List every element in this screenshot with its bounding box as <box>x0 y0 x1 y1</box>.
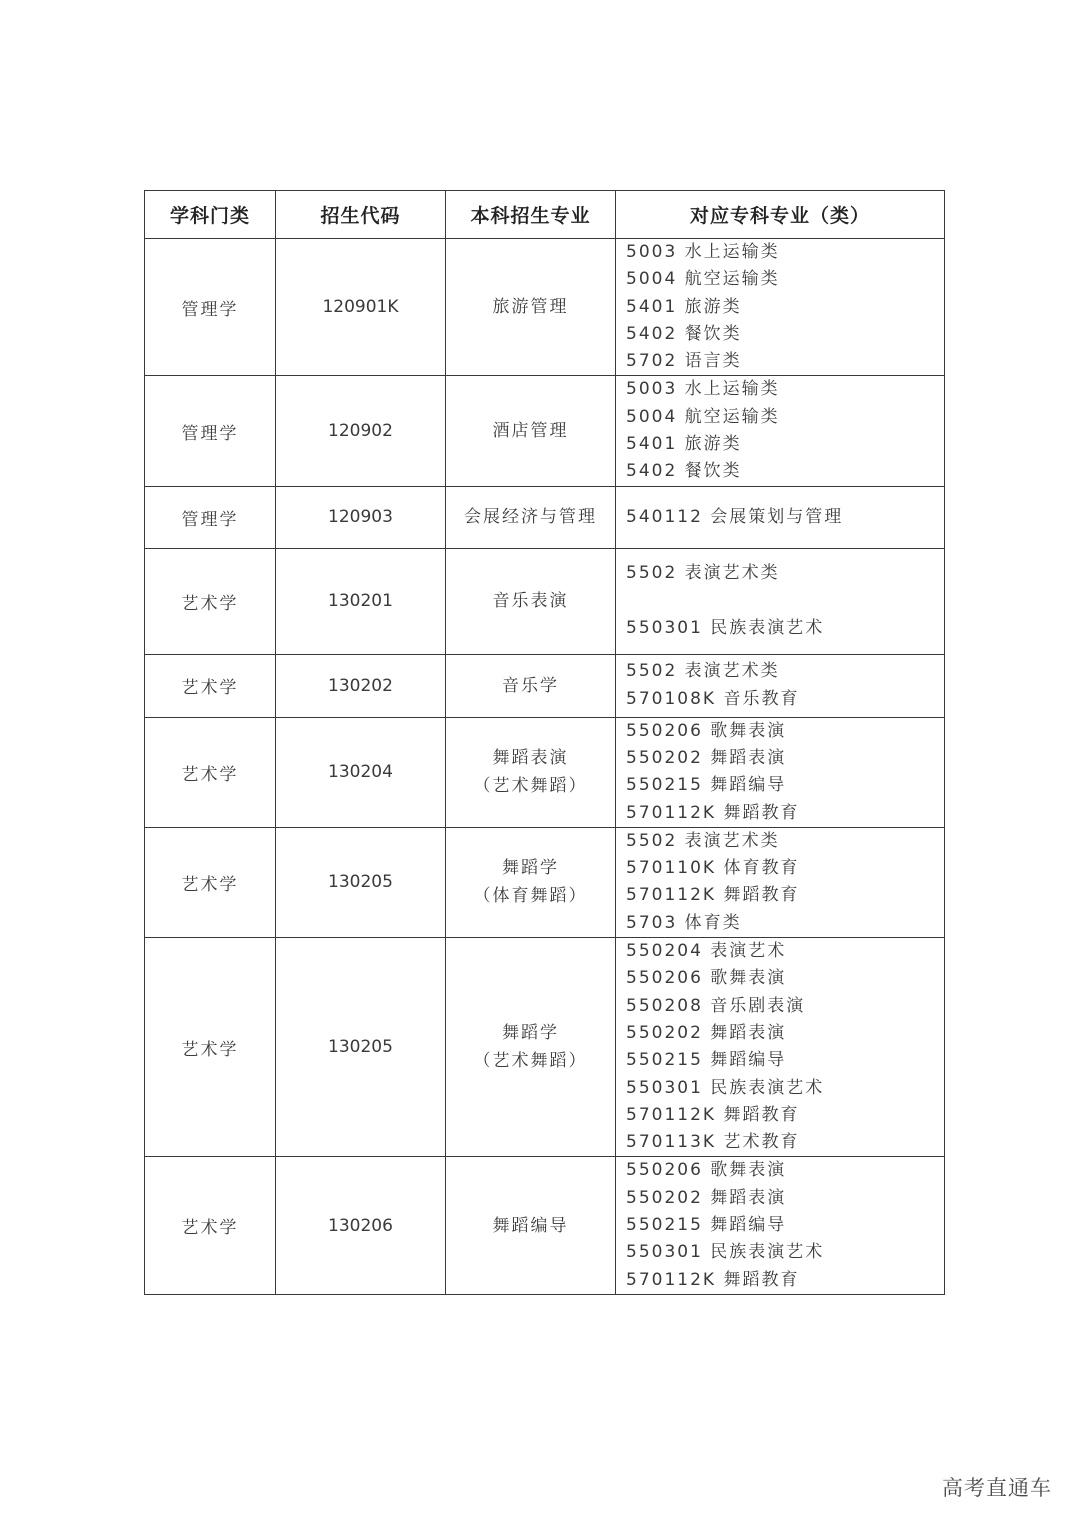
code-cell: 130205 <box>276 827 446 937</box>
table-row <box>145 239 945 376</box>
category-cell: 管理学 <box>145 376 276 486</box>
major-cell <box>446 938 616 1157</box>
category-cell: 艺术学 <box>145 654 276 717</box>
table-row <box>145 654 945 717</box>
major-line: 酒店管理 <box>492 421 569 442</box>
associated-cell <box>616 239 945 376</box>
major-line: 舞蹈表演 <box>492 748 569 769</box>
category-cell: 管理学 <box>145 486 276 548</box>
code-cell: 120903 <box>276 486 446 548</box>
associated-line: 5401 旅游类 <box>626 434 742 455</box>
major-line: （艺术舞蹈） <box>473 776 588 797</box>
header-code: 招生代码 <box>276 191 446 239</box>
header-category: 学科门类 <box>145 191 276 239</box>
associated-line: 550301 民族表演艺术 <box>626 617 825 638</box>
major-line: 舞蹈学 <box>502 1023 559 1044</box>
code-cell: 130201 <box>276 548 446 654</box>
major-cell <box>446 717 616 827</box>
associated-cell <box>616 827 945 937</box>
associated-line: 550202 舞蹈表演 <box>626 1187 787 1208</box>
associated-cell <box>616 654 945 717</box>
associated-cell <box>616 717 945 827</box>
associated-cell <box>616 938 945 1157</box>
associated-line: 540112 会展策划与管理 <box>626 506 844 527</box>
associated-cell <box>616 1157 945 1294</box>
associated-line: 570110K 体育教育 <box>626 858 800 879</box>
associated-line <box>626 588 944 615</box>
code-cell: 130202 <box>276 654 446 717</box>
major-cell <box>446 1157 616 1294</box>
table-row <box>145 827 945 937</box>
majors-table <box>144 190 945 1295</box>
associated-line: 5003 水上运输类 <box>626 379 780 400</box>
associated-line: 550206 歌舞表演 <box>626 968 787 989</box>
associated-line: 570112K 舞蹈教育 <box>626 802 800 823</box>
associated-line: 5502 表演艺术类 <box>626 661 780 682</box>
associated-line: 570112K 舞蹈教育 <box>626 1104 800 1125</box>
associated-line: 5004 航空运输类 <box>626 269 780 290</box>
table-header-row <box>145 191 945 239</box>
category-cell: 艺术学 <box>145 827 276 937</box>
major-cell <box>446 827 616 937</box>
category-cell: 艺术学 <box>145 548 276 654</box>
code-cell: 130204 <box>276 717 446 827</box>
associated-line: 570113K 艺术教育 <box>626 1132 800 1153</box>
associated-line: 5401 旅游类 <box>626 296 742 317</box>
major-cell <box>446 548 616 654</box>
associated-line: 5703 体育类 <box>626 912 742 933</box>
associated-line: 5502 表演艺术类 <box>626 563 780 584</box>
major-line: 舞蹈编导 <box>492 1215 569 1236</box>
category-cell: 艺术学 <box>145 938 276 1157</box>
associated-line: 550208 音乐剧表演 <box>626 995 806 1016</box>
table-row <box>145 1157 945 1294</box>
associated-cell <box>616 548 945 654</box>
associated-line: 570108K 音乐教育 <box>626 688 800 709</box>
category-cell: 艺术学 <box>145 1157 276 1294</box>
table-row <box>145 376 945 486</box>
associated-line: 550202 舞蹈表演 <box>626 1022 787 1043</box>
associated-line: 5003 水上运输类 <box>626 242 780 262</box>
code-cell: 120902 <box>276 376 446 486</box>
major-line: 舞蹈学 <box>502 858 559 879</box>
header-associated: 对应专科专业（类） <box>616 191 945 239</box>
associated-line: 570112K 舞蹈教育 <box>626 885 800 906</box>
table-row <box>145 717 945 827</box>
major-line: 音乐表演 <box>492 591 569 612</box>
associated-line: 550301 民族表演艺术 <box>626 1242 825 1263</box>
major-cell <box>446 239 616 376</box>
table-row <box>145 938 945 1157</box>
associated-line: 5402 餐饮类 <box>626 323 742 344</box>
major-line: 音乐学 <box>502 675 559 696</box>
header-major: 本科招生专业 <box>446 191 616 239</box>
associated-line: 550202 舞蹈表演 <box>626 747 787 768</box>
table-body <box>145 239 945 1295</box>
associated-line: 550206 歌舞表演 <box>626 720 787 741</box>
associated-line: 570112K 舞蹈教育 <box>626 1269 800 1290</box>
category-cell: 管理学 <box>145 239 276 376</box>
associated-line: 5702 语言类 <box>626 351 742 372</box>
major-cell <box>446 486 616 548</box>
associated-cell <box>616 486 945 548</box>
major-line: （艺术舞蹈） <box>473 1051 588 1072</box>
code-cell: 120901K <box>276 239 446 376</box>
associated-line: 550301 民族表演艺术 <box>626 1077 825 1098</box>
category-cell: 艺术学 <box>145 717 276 827</box>
code-cell: 130206 <box>276 1157 446 1294</box>
major-cell <box>446 376 616 486</box>
associated-line: 5004 航空运输类 <box>626 406 780 427</box>
watermark: 高考直通车 <box>942 1476 1052 1500</box>
associated-line: 550206 歌舞表演 <box>626 1160 787 1181</box>
associated-line: 550215 舞蹈编导 <box>626 1215 787 1236</box>
table-row <box>145 548 945 654</box>
major-line: 会展经济与管理 <box>464 507 597 528</box>
associated-line: 5402 餐饮类 <box>626 461 742 482</box>
major-line: 旅游管理 <box>492 297 569 318</box>
associated-line: 5502 表演艺术类 <box>626 830 780 851</box>
associated-line: 550204 表演艺术 <box>626 941 787 962</box>
associated-cell <box>616 376 945 486</box>
associated-line: 550215 舞蹈编导 <box>626 1050 787 1071</box>
associated-line: 550215 舞蹈编导 <box>626 775 787 796</box>
major-line: （体育舞蹈） <box>473 886 588 907</box>
code-cell: 130205 <box>276 938 446 1157</box>
major-cell <box>446 654 616 717</box>
table-row <box>145 486 945 548</box>
